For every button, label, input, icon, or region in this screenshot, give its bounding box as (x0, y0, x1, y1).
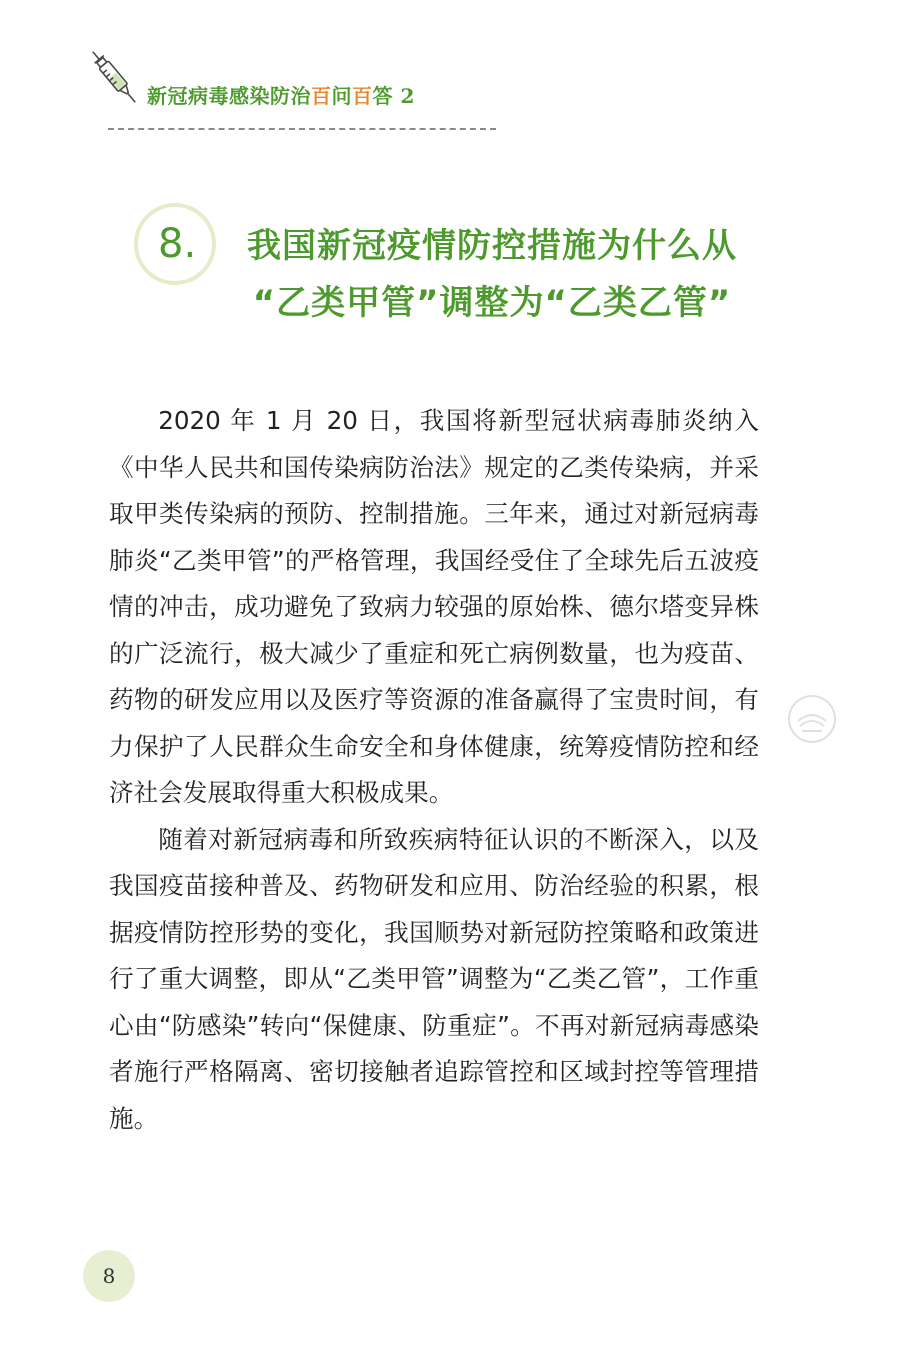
answer-paragraph-1: 2020 年 1 月 20 日，我国将新型冠状病毒肺炎纳入《中华人民共和国传染病防治法》规定的乙类传染病，并采取甲类传染病的预防、控制措施。三年来，通过对新冠病毒肺炎“乙类甲管”的严格管理，我国经受住了全球先后五波疫情的冲击，成功避免了致病力较强的原始株、德尔塔变异株的广泛流行，极大减少了重症和死亡病例数量，也为疫苗、药物的研发应用以及医疗等资源的准备赢得了宝贵时间，有力保护了人民群众生命安全和身体健康，统筹疫情防控和经济社会发展取得重大积极成果。 (109, 406, 759, 807)
question-number: 8. (158, 221, 197, 267)
question-title (222, 218, 762, 332)
watermark-logo-icon (786, 693, 838, 745)
answer-paragraph-2: 随着对新冠病毒和所致疾病特征认识的不断深入，以及我国疫苗接种普及、药物研发和应用、防治经验的积累，根据疫情防控形势的变化，我国顺势对新冠防控策略和政策进行了重大调整，即从“乙类甲管”调整为“乙类乙管”，工作重心由“防感染”转向“保健康、防重症”。不再对新冠病毒感染者施行严格隔离、密切接触者追踪管控和区域封控等管理措施。 (109, 824, 759, 1133)
running-header (84, 42, 424, 142)
answer-body (109, 398, 759, 1142)
running-header-title: 新冠病毒感染防治百问百答 2 (147, 84, 415, 108)
question-title-line-1: 我国新冠疫情防控措施为什么从 (247, 226, 737, 266)
header-dashed-divider (108, 128, 496, 130)
page-number: 8 (102, 1264, 116, 1288)
question-title-line-2: “乙类甲管”调整为“乙类乙管” (252, 283, 732, 323)
syringe-icon (84, 42, 144, 112)
